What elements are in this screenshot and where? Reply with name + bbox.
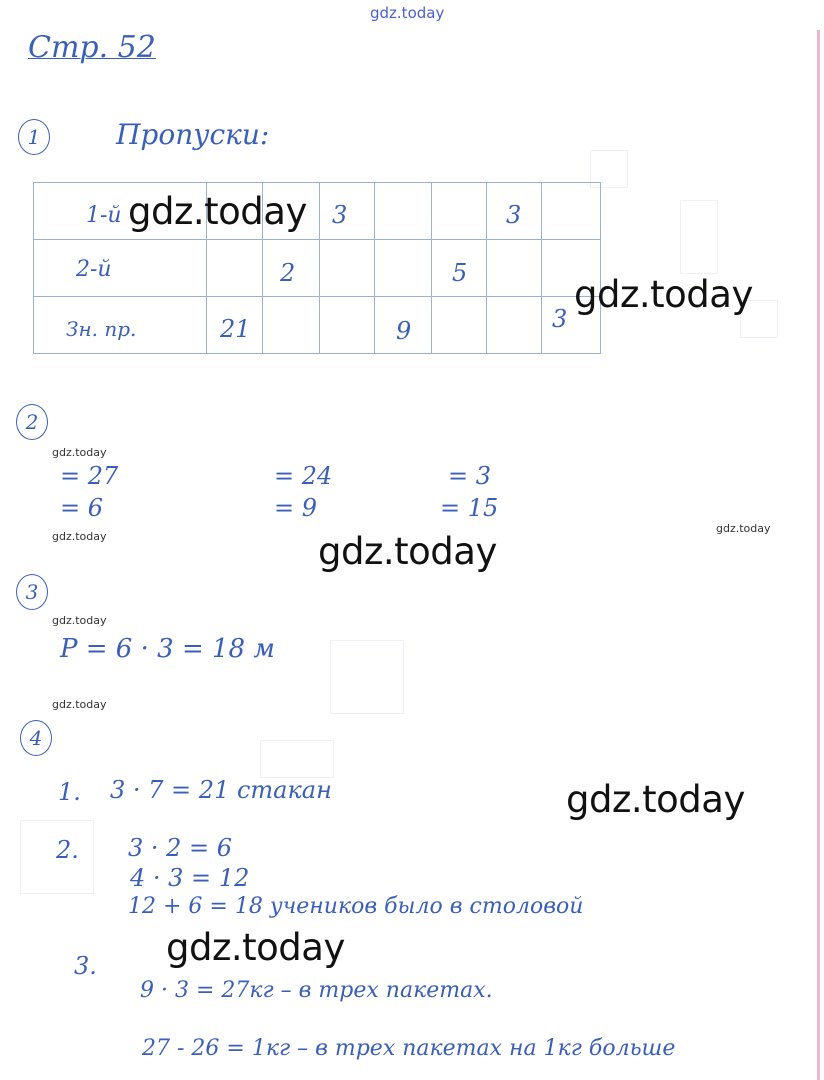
watermark-top: gdz.today (370, 4, 445, 22)
task3-perimeter: P = 6 · 3 = 18 м (60, 634, 275, 664)
table-cell: 9 (396, 317, 412, 345)
page-reference: Стр. 52 (28, 30, 156, 65)
task2-result: = 3 (448, 462, 492, 490)
watermark: gdz.today (52, 698, 107, 711)
task2-result: = 6 (60, 494, 104, 522)
task-number-4: 4 (20, 720, 52, 756)
table-cell: 2 (280, 259, 296, 287)
task4-item2-line: 4 · 3 = 12 (130, 864, 250, 892)
task2-result: = 15 (440, 494, 499, 522)
task4-item3-line: 27 - 26 = 1кг – в трех пакетах на 1кг больше (142, 1036, 676, 1061)
row-label-3: Зн. пр. (66, 317, 137, 341)
task4-item2-line: 12 + 6 = 18 учеников было в столовой (128, 894, 584, 919)
task4-item2-line: 3 · 2 = 6 (128, 834, 233, 862)
item-number: 1. (58, 778, 81, 806)
item-number: 3. (74, 952, 97, 980)
background-grid (330, 640, 404, 714)
watermark: gdz.today (166, 926, 345, 969)
task2-result: = 24 (274, 462, 333, 490)
watermark: gdz.today (128, 190, 307, 233)
watermark: gdz.today (52, 530, 107, 543)
watermark: gdz.today (52, 614, 107, 627)
task-number-2: 2 (16, 404, 48, 440)
background-grid (680, 200, 718, 274)
watermark: gdz.today (566, 778, 745, 821)
table-cell: 5 (452, 259, 468, 287)
watermark: gdz.today (318, 530, 497, 573)
watermark: gdz.today (574, 273, 753, 316)
table-cell: 21 (220, 315, 251, 343)
page-margin-line (817, 30, 820, 1080)
table-cell: 3 (552, 305, 568, 333)
task4-item1: 3 · 7 = 21 стакан (110, 776, 332, 804)
table-divider (34, 296, 600, 297)
task4-item3-line: 9 · 3 = 27кг – в трех пакетах. (140, 978, 493, 1003)
task2-result: = 27 (60, 462, 119, 490)
table-divider (431, 183, 432, 353)
watermark: gdz.today (716, 522, 771, 535)
table-cell: 3 (506, 201, 522, 229)
row-label-2: 2-й (76, 257, 112, 282)
task-number-3: 3 (16, 574, 48, 610)
table-divider (541, 183, 542, 353)
table-divider (486, 183, 487, 353)
task-number-1: 1 (18, 119, 50, 155)
task1-title: Пропуски: (116, 118, 270, 151)
table-cell: 3 (332, 201, 348, 229)
missing-values-table (33, 182, 601, 354)
row-label-1: 1-й (86, 203, 122, 228)
table-divider (34, 239, 600, 240)
background-grid (260, 740, 334, 778)
task2-result: = 9 (274, 494, 318, 522)
table-divider (374, 183, 375, 353)
item-number: 2. (56, 836, 79, 864)
table-divider (319, 183, 320, 353)
watermark: gdz.today (52, 446, 107, 459)
